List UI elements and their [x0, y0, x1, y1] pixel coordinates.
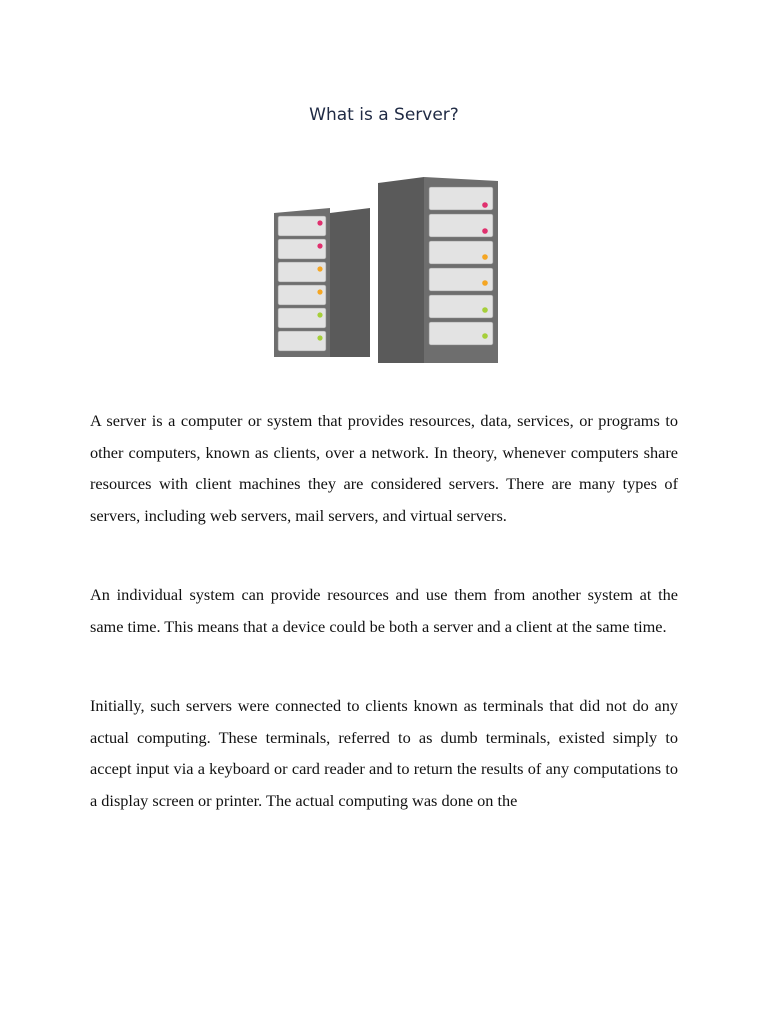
server-racks-icon — [272, 175, 502, 367]
article-body — [90, 405, 678, 816]
paragraph-1: A server is a computer or system that provides resources, data, services, or programs to other computers, known as clients, over a network. In theory, whenever computers share resources with client machines they are considered servers. There are many types of servers, including web servers, mail servers, and virtual servers. — [90, 411, 678, 525]
server-tower-left — [274, 208, 370, 357]
page-title: What is a Server? — [309, 105, 459, 125]
paragraph-3: Initially, such servers were connected to clients known as terminals that did not do any actual computing. These terminals, referred to as dumb terminals, existed simply to accept input via a keyboard or card reader and to return the results of any computations to a display screen or printer. The actual computing was done on the — [90, 696, 678, 810]
paragraph-2: An individual system can provide resources and use them from another system at the same time. This means that a device could be both a server and a client at the same time. — [90, 585, 678, 636]
server-tower-right — [378, 177, 498, 363]
